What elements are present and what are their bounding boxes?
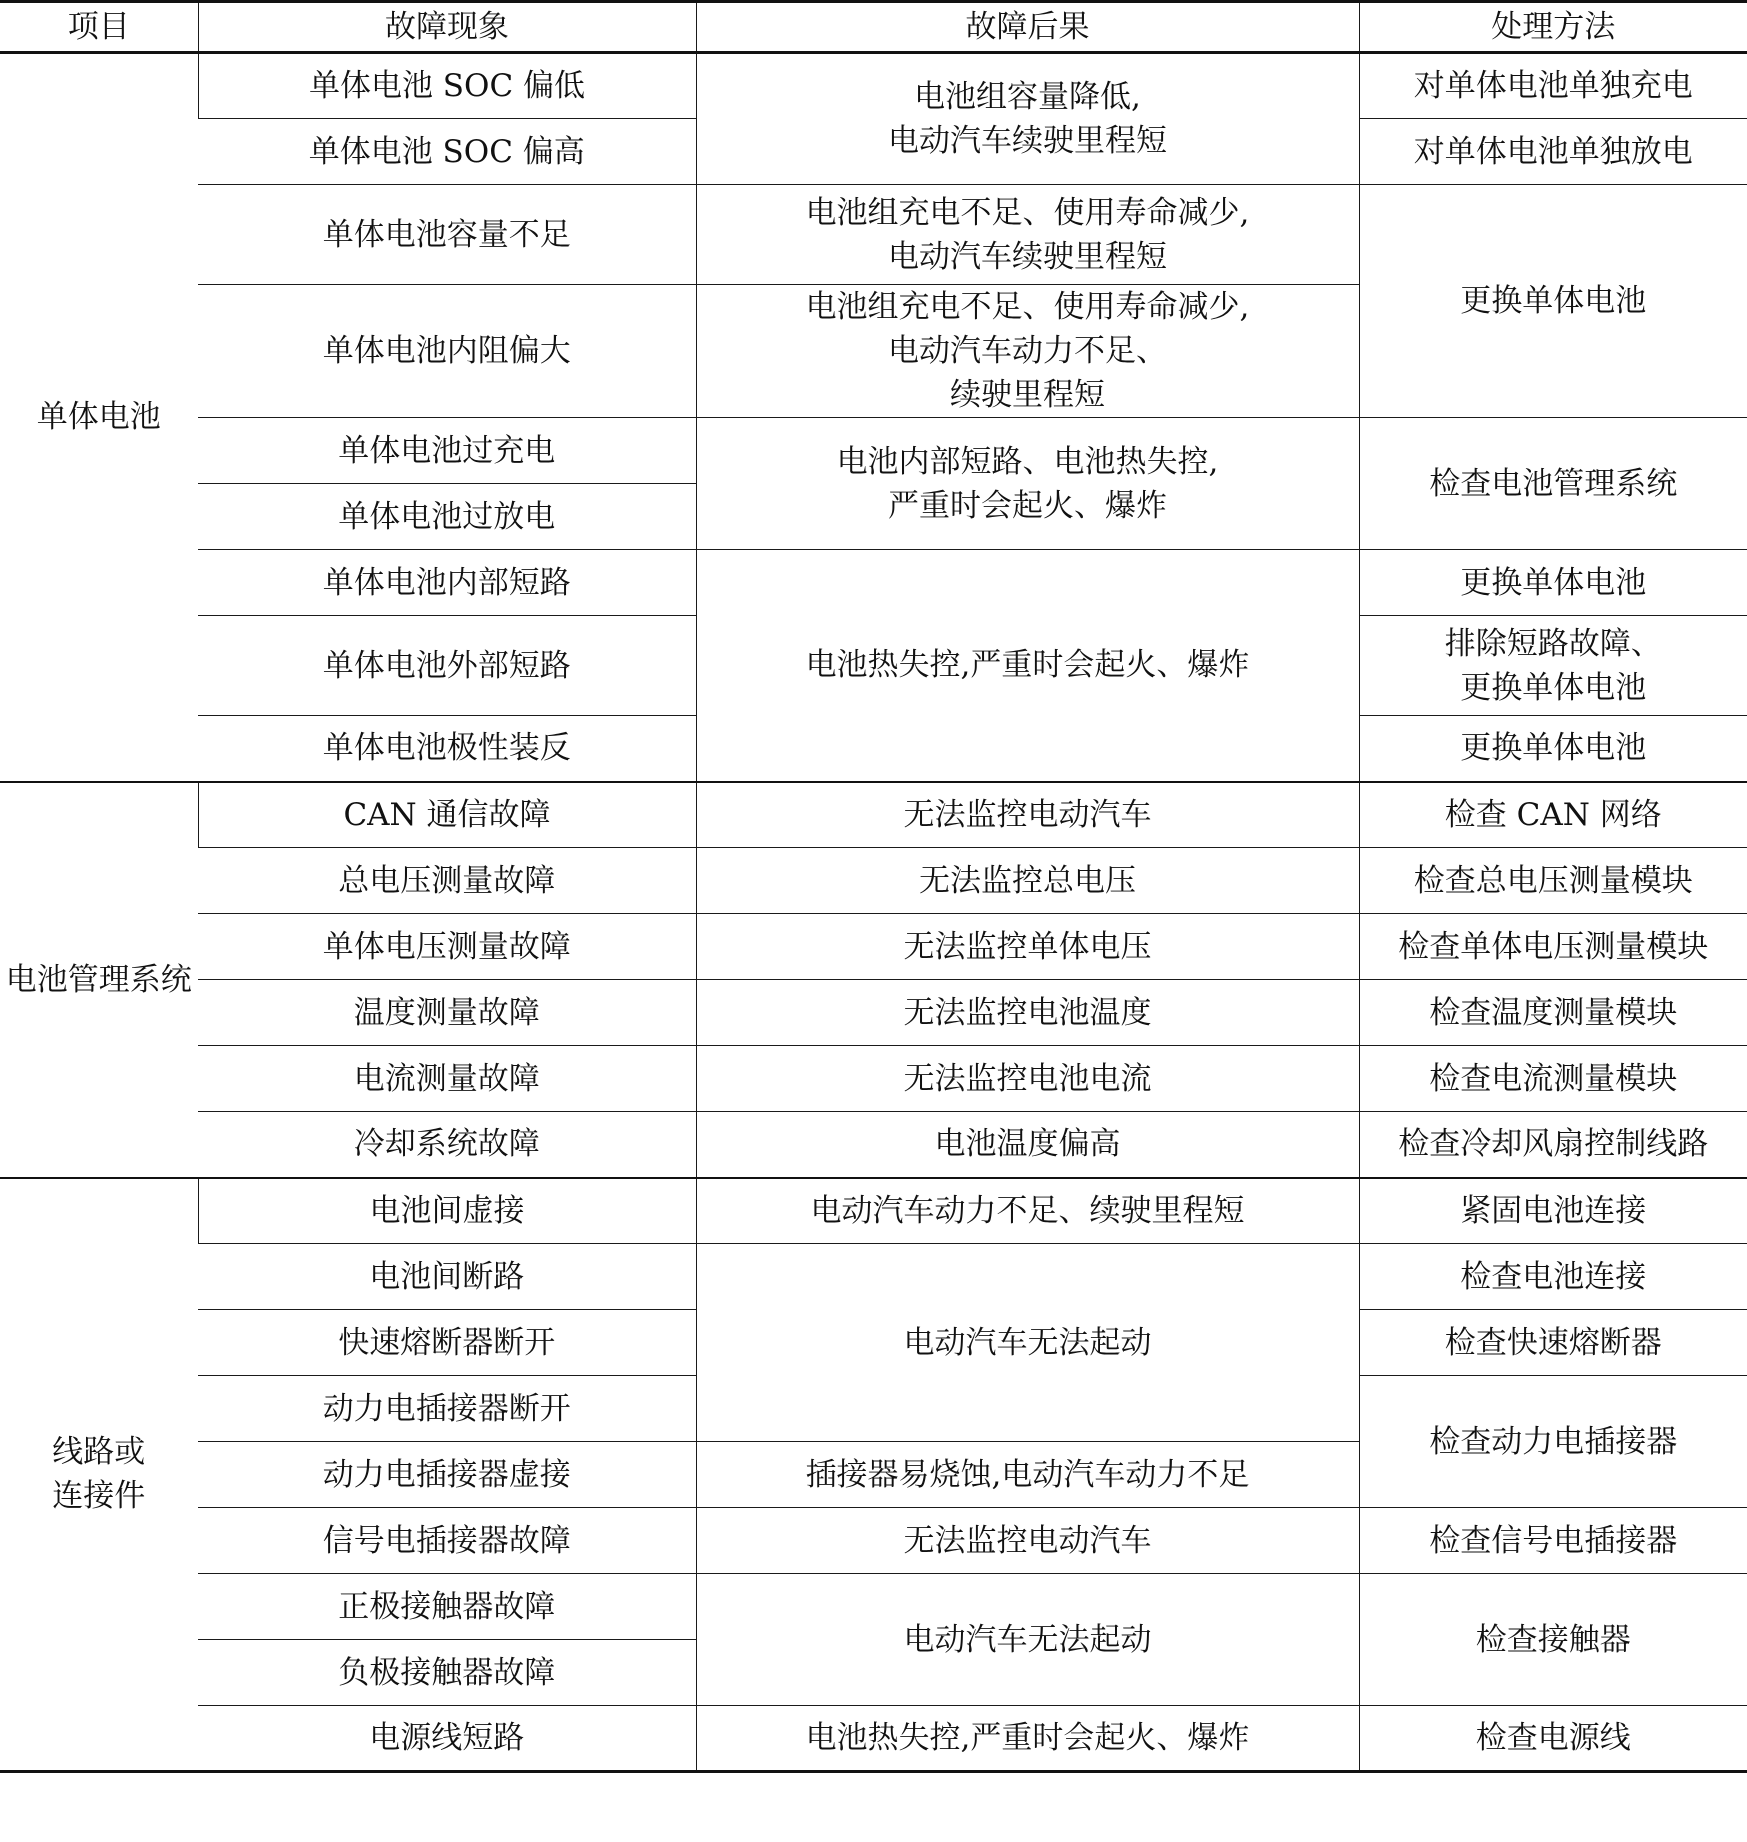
table-row [0, 418, 1747, 484]
consequence-cell: 无法监控总电压 [696, 848, 1359, 914]
symptom-cell: 动力电插接器断开 [198, 1376, 696, 1442]
header-row [0, 2, 1747, 53]
method-cell: 对单体电池单独放电 [1359, 119, 1747, 185]
method-line: 更换单体电池 [1460, 669, 1647, 706]
method-cell: 检查 CAN 网络 [1359, 782, 1747, 848]
consequence-line: 电动汽车动力不足、 [888, 333, 1167, 369]
table-row [0, 1178, 1747, 1244]
table-row [0, 185, 1747, 285]
symptom-cell: 单体电池极性装反 [198, 716, 696, 782]
symptom-cell: 温度测量故障 [198, 980, 696, 1046]
method-cell: 检查电源线 [1359, 1706, 1747, 1772]
symptom-cell: 单体电池内部短路 [198, 550, 696, 616]
consequence-cell: 无法监控电池电流 [696, 1046, 1359, 1112]
consequence-cell: 无法监控电池温度 [696, 980, 1359, 1046]
symptom-cell: 动力电插接器虚接 [198, 1442, 696, 1508]
symptom-cell: 总电压测量故障 [198, 848, 696, 914]
consequence-line: 电池内部短路、电池热失控, [836, 443, 1219, 480]
method-cell: 检查总电压测量模块 [1359, 848, 1747, 914]
symptom-cell: 单体电压测量故障 [198, 914, 696, 980]
consequence-cell: 电池热失控,严重时会起火、爆炸 [696, 550, 1359, 782]
table-row [0, 1508, 1747, 1574]
table-row [0, 550, 1747, 616]
consequence-cell [696, 285, 1359, 418]
symptom-cell: 单体电池 SOC 偏高 [198, 119, 696, 185]
category-cell [0, 53, 198, 782]
header-method: 处理方法 [1359, 2, 1747, 53]
consequence-line: 续驶里程短 [950, 377, 1105, 413]
consequence-line: 电动汽车续驶里程短 [888, 238, 1167, 275]
consequence-cell: 电动汽车无法起动 [696, 1244, 1359, 1442]
table-row [0, 1706, 1747, 1772]
consequence-cell: 电动汽车动力不足、续驶里程短 [696, 1178, 1359, 1244]
symptom-cell: 单体电池内阻偏大 [198, 285, 696, 418]
method-cell: 对单体电池单独充电 [1359, 53, 1747, 119]
symptom-cell: 电源线短路 [198, 1706, 696, 1772]
category-label: 单体电池 [36, 399, 161, 436]
table-row [0, 914, 1747, 980]
table-row [0, 53, 1747, 119]
consequence-cell: 电动汽车无法起动 [696, 1574, 1359, 1706]
method-cell: 检查快速熔断器 [1359, 1310, 1747, 1376]
method-line: 排除短路故障、 [1444, 625, 1662, 662]
symptom-cell: 正极接触器故障 [198, 1574, 696, 1640]
symptom-cell: 单体电池外部短路 [198, 616, 696, 716]
method-cell: 检查冷却风扇控制线路 [1359, 1112, 1747, 1178]
method-cell: 检查电池管理系统 [1359, 418, 1747, 550]
consequence-line: 电池组容量降低, [914, 79, 1141, 115]
symptom-cell: 信号电插接器故障 [198, 1508, 696, 1574]
method-cell: 检查动力电插接器 [1359, 1376, 1747, 1508]
symptom-cell: 电池间虚接 [198, 1178, 696, 1244]
consequence-line: 严重时会起火、爆炸 [888, 487, 1167, 524]
header-symptom: 故障现象 [198, 2, 696, 53]
consequence-cell: 插接器易烧蚀,电动汽车动力不足 [696, 1442, 1359, 1508]
table-row [0, 1574, 1747, 1640]
category-line: 连接件 [52, 1478, 146, 1515]
symptom-cell: 单体电池 SOC 偏低 [198, 53, 696, 119]
consequence-line: 电动汽车续驶里程短 [888, 123, 1167, 159]
table-row [0, 782, 1747, 848]
symptom-cell: 电流测量故障 [198, 1046, 696, 1112]
symptom-cell: 单体电池过放电 [198, 484, 696, 550]
header-item: 项目 [0, 2, 198, 53]
table-row [0, 1046, 1747, 1112]
consequence-cell [696, 418, 1359, 550]
method-cell: 检查接触器 [1359, 1574, 1747, 1706]
consequence-cell: 无法监控单体电压 [696, 914, 1359, 980]
table-row [0, 1112, 1747, 1178]
table-row [0, 848, 1747, 914]
method-cell: 检查信号电插接器 [1359, 1508, 1747, 1574]
category-label: 电池管理系统 [5, 961, 192, 998]
category-line: 线路或 [52, 1434, 146, 1471]
method-cell: 更换单体电池 [1359, 716, 1747, 782]
category-cell [0, 782, 198, 1178]
method-cell: 更换单体电池 [1359, 550, 1747, 616]
method-cell [1359, 616, 1747, 716]
table-row [0, 980, 1747, 1046]
method-cell: 紧固电池连接 [1359, 1178, 1747, 1244]
symptom-cell: 负极接触器故障 [198, 1640, 696, 1706]
consequence-cell: 电池温度偏高 [696, 1112, 1359, 1178]
method-cell: 检查电流测量模块 [1359, 1046, 1747, 1112]
consequence-cell [696, 53, 1359, 185]
method-cell: 检查电池连接 [1359, 1244, 1747, 1310]
header-consequence: 故障后果 [696, 2, 1359, 53]
method-cell: 检查温度测量模块 [1359, 980, 1747, 1046]
symptom-cell: 单体电池过充电 [198, 418, 696, 484]
method-cell: 检查单体电压测量模块 [1359, 914, 1747, 980]
consequence-cell: 无法监控电动汽车 [696, 782, 1359, 848]
category-cell [0, 1178, 198, 1772]
symptom-cell: 快速熔断器断开 [198, 1310, 696, 1376]
consequence-line: 电池组充电不足、使用寿命减少, [805, 194, 1250, 231]
method-cell: 更换单体电池 [1359, 185, 1747, 418]
symptom-cell: CAN 通信故障 [198, 782, 696, 848]
consequence-line: 电池组充电不足、使用寿命减少, [805, 289, 1250, 325]
table-row [0, 1244, 1747, 1310]
consequence-cell [696, 185, 1359, 285]
consequence-cell: 电池热失控,严重时会起火、爆炸 [696, 1706, 1359, 1772]
symptom-cell: 单体电池容量不足 [198, 185, 696, 285]
symptom-cell: 电池间断路 [198, 1244, 696, 1310]
consequence-cell: 无法监控电动汽车 [696, 1508, 1359, 1574]
symptom-cell: 冷却系统故障 [198, 1112, 696, 1178]
